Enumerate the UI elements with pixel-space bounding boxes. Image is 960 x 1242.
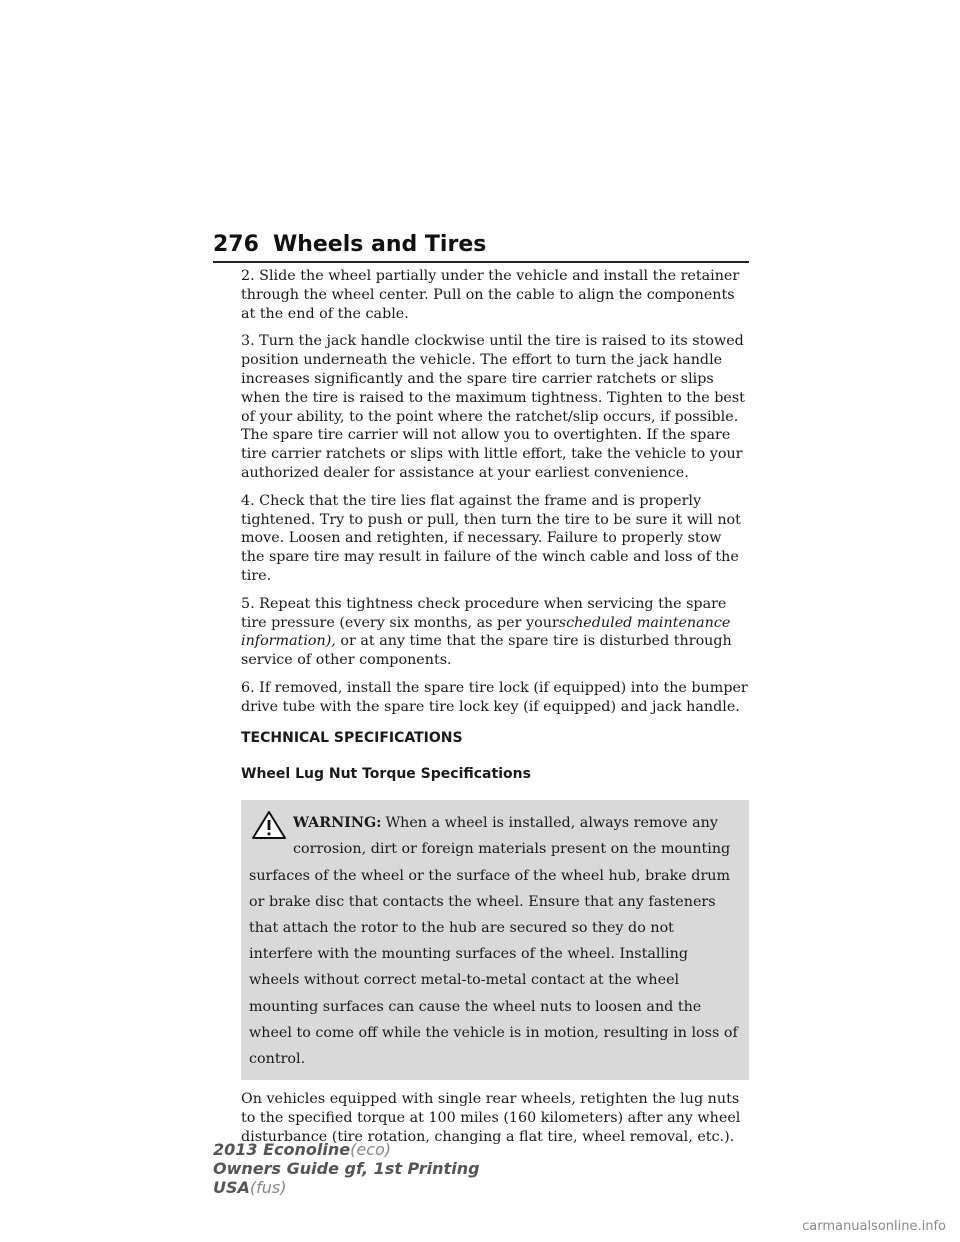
header-divider	[213, 261, 749, 263]
maintenance-reference: scheduled maintenance information),	[241, 614, 731, 650]
step-3-paragraph: 3. Turn the jack handle clockwise until the tire is raised to its stowed position underneath the vehicle. The effort to turn the jack handle increases significantly and the spare tire carrier ratchets or slips when the tire is raised to the maximum tightness. Tighten to the best of your ability, to the point where the ratchet/slip occurs, if possible. The spare tire carrier will not allow you to overtighten. If the spare tire carrier ratchets or slips with little effort, take the vehicle to your authorized dealer for assistance at your earliest convenience.	[241, 333, 745, 481]
page-header	[213, 232, 486, 257]
step-4-paragraph: 4. Check that the tire lies flat against the frame and is properly tightened. Try to push or pull, then turn the tire to be sure it will not move. Loosen and retighten, if necessary. Failure to properly stow the spare tire may result in failure of the winch cable and loss of the tire.	[241, 492, 741, 584]
step-6-paragraph: 6. If removed, install the spare tire lock (if equipped) into the bumper drive tube with the spare tire lock key (if equipped) and jack handle.	[241, 679, 748, 715]
page-content	[241, 267, 749, 1156]
warning-label: WARNING:	[293, 815, 382, 832]
document-footer: 2013 Econoline(eco) Owners Guide gf, 1st Printing USA(fus)	[213, 1140, 480, 1197]
closing-paragraph: On vehicles equipped with single rear wheels, retighten the lug nuts to the specified torque at 100 miles (160 kilometers) after any wheel disturbance (tire rotation, changing a flat tire, wheel removal, etc.).	[241, 1091, 741, 1145]
step-5-paragraph: 5. Repeat this tightness check procedure when servicing the spare tire pressure (every six months, as per yourscheduled maintenance information), or at any time that the spare tire is disturbed through service of other components.	[241, 595, 732, 669]
sub-heading: Wheel Lug Nut Torque Specifications	[241, 766, 531, 783]
section-heading: TECHNICAL SPECIFICATIONS	[241, 729, 463, 746]
warning-text: surfaces of the wheel or the surface of the wheel hub, brake drum or brake disc that contacts the wheel. Ensure that any fasteners that attach the rotor to the hub are secured so they do not interfere with the mounting surfaces of the wheel. Installing wheels without correct metal-to-metal contact at the wheel mounting surfaces can cause the wheel nuts to loosen and the wheel to come off while the vehicle is in motion, resulting in loss of control.	[249, 867, 738, 1067]
chapter-title: Wheels and Tires	[272, 232, 487, 257]
warning-triangle-icon	[251, 810, 287, 840]
warning-lead: WARNING: When a wheel is installed, always remove any corrosion, dirt or foreign materials present on the mounting	[293, 815, 731, 858]
warning-box	[241, 800, 749, 1080]
step-2-paragraph: 2. Slide the wheel partially under the vehicle and install the retainer through the wheel center. Pull on the cable to align the components at the end of the cable.	[241, 268, 740, 322]
watermark: carmanualsonline.info	[802, 1219, 946, 1234]
page-number: 276	[213, 232, 259, 257]
